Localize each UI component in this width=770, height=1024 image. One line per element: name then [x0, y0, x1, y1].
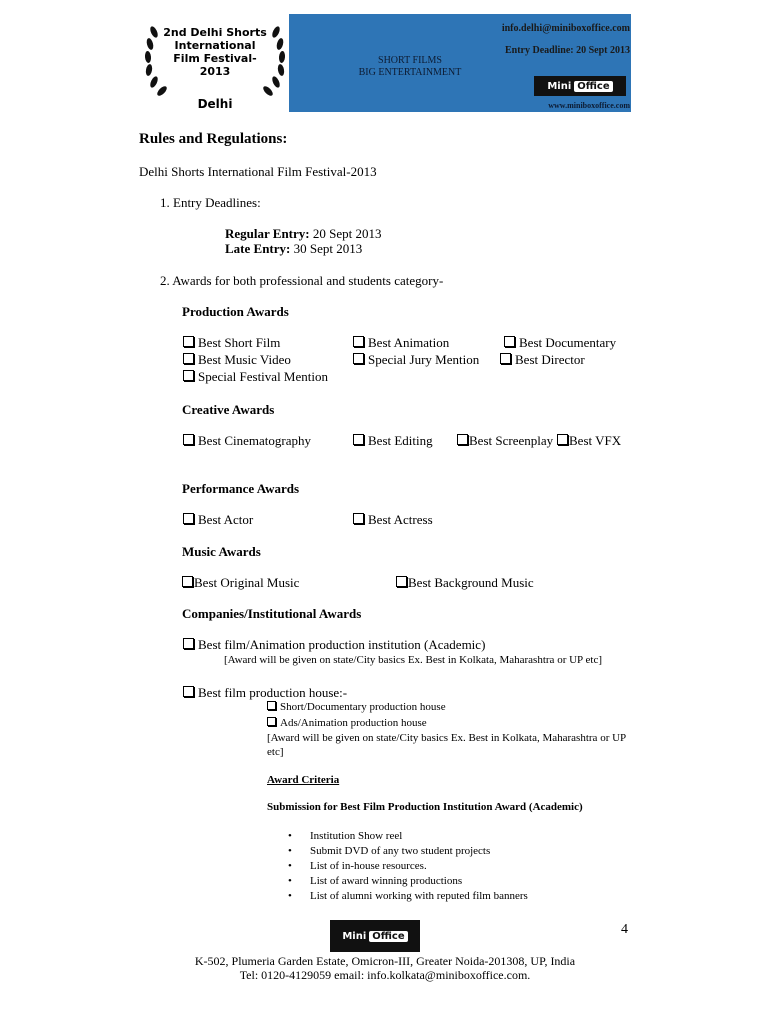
checkbox-icon: [353, 513, 364, 524]
award-checkbox-item: [183, 351, 291, 368]
festival-name: [162, 26, 268, 78]
header-tagline: [340, 55, 480, 79]
award-label: Best VFX: [569, 433, 622, 448]
award-checkbox-item: [557, 432, 621, 449]
checkbox-icon: [500, 353, 511, 364]
regular-entry-value: 20 Sept 2013: [309, 226, 382, 241]
award-label: Best Original Music: [194, 575, 300, 590]
checkbox-icon: [457, 434, 468, 445]
logo-office-text: Office: [369, 931, 407, 942]
award-checkbox-item: [183, 636, 485, 653]
production-awards-heading: Production Awards: [182, 304, 289, 319]
award-label: Best Documentary: [519, 335, 617, 350]
criteria-item: • List of award winning productions: [310, 874, 462, 888]
award-checkbox-item: [183, 684, 347, 701]
regular-entry-label: Regular Entry:: [225, 226, 310, 241]
late-entry: [225, 240, 362, 257]
checkbox-icon: [353, 353, 364, 364]
checkbox-icon: [183, 336, 194, 347]
award-label: Best Short Film: [198, 335, 281, 350]
checkbox-icon: [396, 576, 407, 587]
checkbox-icon: [182, 576, 193, 587]
section-entry-deadlines: 1. Entry Deadlines:: [160, 195, 261, 210]
minibox-office-logo: [534, 76, 626, 96]
award-checkbox-item: [353, 351, 479, 368]
festival-name-line: 2nd Delhi Shorts: [163, 26, 267, 39]
award-label: Best Editing: [368, 433, 433, 448]
logo-mini-text: Mini: [547, 80, 572, 92]
criteria-item: • Submit DVD of any two student projects: [310, 844, 490, 858]
performance-awards-heading: Performance Awards: [182, 481, 300, 496]
checkbox-icon: [183, 686, 194, 697]
award-label: Best film/Animation production institution (Academic): [198, 637, 486, 652]
section-awards: 2. Awards for both professional and students category-: [160, 273, 444, 288]
checkbox-icon: [353, 434, 364, 445]
logo-office-text: Office: [574, 81, 612, 92]
footer-logo: [330, 920, 420, 952]
header-website[interactable]: www.miniboxoffice.com: [548, 101, 630, 110]
award-checkbox-item: [353, 432, 433, 449]
award-checkbox-item: [183, 511, 253, 528]
house-subitem: [267, 716, 427, 730]
music-awards-heading: Music Awards: [182, 544, 261, 559]
criteria-item: • List of alumni working with reputed film banners: [310, 889, 528, 903]
academic-award-note: [Award will be given on state/City basics Ex. Best in Kolkata, Maharashtra or UP etc]: [224, 654, 602, 666]
page-title: Rules and Regulations:: [139, 131, 288, 147]
checkbox-icon: [183, 434, 194, 445]
festival-name-line: International: [174, 39, 256, 52]
award-checkbox-item: [457, 432, 553, 449]
award-label: Best Director: [515, 352, 585, 367]
award-checkbox-item: [183, 432, 311, 449]
criteria-item: • List of in-house resources.: [310, 859, 427, 873]
criteria-item: • Institution Show reel: [310, 829, 402, 843]
checkbox-icon: [557, 434, 568, 445]
award-label: Special Festival Mention: [198, 369, 328, 384]
award-checkbox-item: [353, 334, 449, 351]
tagline-line: BIG ENTERTAINMENT: [358, 67, 462, 78]
checkbox-icon: [353, 336, 364, 347]
award-label: Best Cinematography: [198, 433, 312, 448]
house-subitem-label: Ads/Animation production house: [280, 717, 427, 729]
page-subtitle: Delhi Shorts International Film Festival-2013: [139, 164, 377, 179]
award-label: Best Background Music: [408, 575, 534, 590]
award-checkbox-item: [183, 334, 280, 351]
award-label: Special Jury Mention: [368, 352, 480, 367]
late-entry-label: Late Entry:: [225, 241, 291, 256]
creative-awards-heading: Creative Awards: [182, 402, 275, 417]
festival-name-line: Film Festival-2013: [173, 52, 257, 78]
footer-contact: Tel: 0120-4129059 email: info.kolkata@miniboxoffice.com.: [239, 968, 531, 982]
award-label: Best film production house:-: [198, 685, 348, 700]
house-subitem: [267, 700, 446, 714]
award-label: Best Music Video: [198, 352, 291, 367]
header-email[interactable]: info.delhi@miniboxoffice.com: [501, 23, 630, 34]
award-checkbox-item: [504, 334, 616, 351]
award-checkbox-item: [353, 511, 433, 528]
checkbox-icon: [183, 353, 194, 364]
tagline-line: SHORT FILMS: [378, 55, 442, 66]
checkbox-icon: [267, 717, 276, 726]
award-criteria-subheading: Submission for Best Film Production Institution Award (Academic): [267, 801, 583, 813]
award-checkbox-item: [500, 351, 585, 368]
house-subitem-label: Short/Documentary production house: [280, 701, 446, 713]
house-award-note: [Award will be given on state/City basics Ex. Best in Kolkata, Maharashtra or UP etc]: [267, 732, 626, 758]
award-checkbox-item: [183, 368, 328, 385]
checkbox-icon: [183, 513, 194, 524]
page-number: 4: [621, 922, 628, 937]
award-label: Best Actress: [368, 512, 433, 527]
festival-laurel-logo: [140, 14, 290, 114]
footer-address: K-502, Plumeria Garden Estate, Omicron-III, Greater Noida-201308, UP, India: [194, 954, 576, 968]
checkbox-icon: [183, 638, 194, 649]
award-checkbox-item: [396, 574, 534, 591]
award-label: Best Actor: [198, 512, 254, 527]
award-label: Best Animation: [368, 335, 450, 350]
checkbox-icon: [267, 701, 276, 710]
award-criteria-heading: Award Criteria: [267, 774, 340, 786]
checkbox-icon: [504, 336, 515, 347]
checkbox-icon: [183, 370, 194, 381]
header-deadline: Entry Deadline: 20 Sept 2013: [505, 45, 630, 56]
award-label: Best Screenplay: [469, 433, 554, 448]
logo-mini-text: Mini: [342, 930, 367, 942]
award-checkbox-item: [182, 574, 299, 591]
festival-city: Delhi: [197, 97, 233, 111]
companies-awards-heading: Companies/Institutional Awards: [182, 606, 362, 621]
late-entry-value: 30 Sept 2013: [290, 241, 363, 256]
